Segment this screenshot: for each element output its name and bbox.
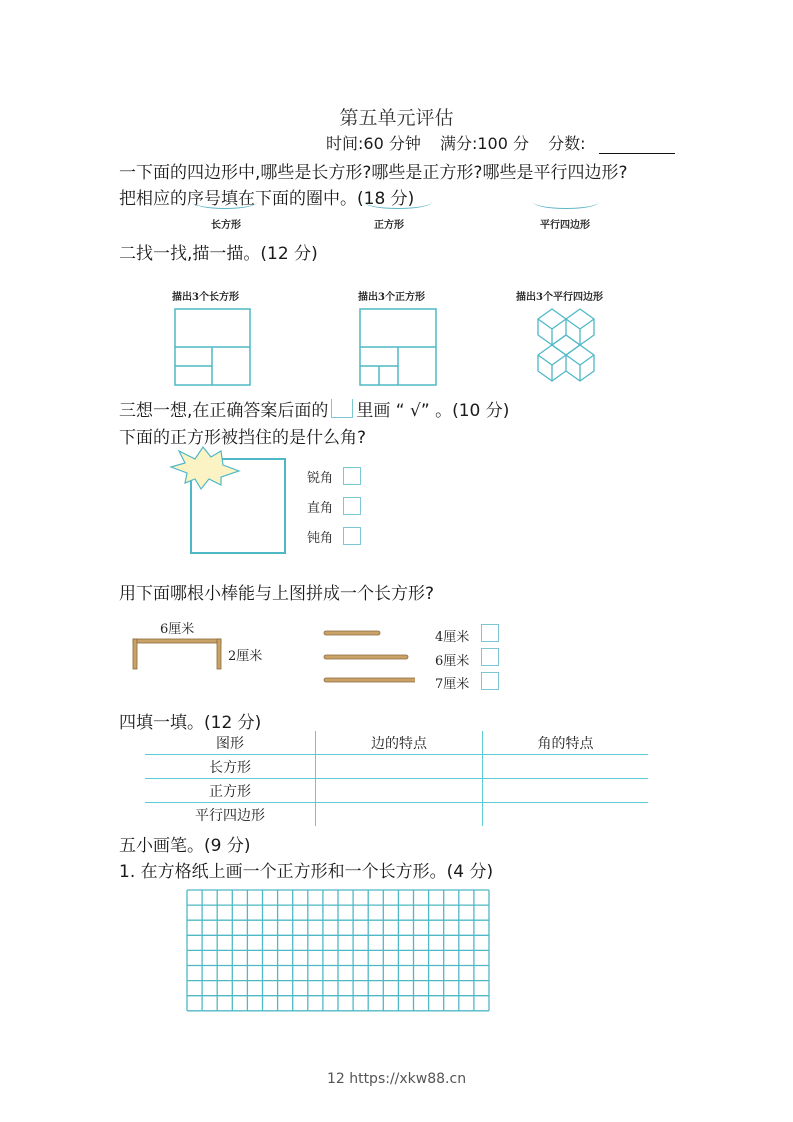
option-acute-checkbox[interactable]	[343, 467, 361, 485]
table-header-row	[145, 731, 648, 755]
section2-heading: 二找一找,描一描。(12 分)	[119, 244, 318, 264]
cell-sides[interactable]	[316, 803, 483, 827]
page-footer: 12 https://xkw88.cn	[326, 1071, 467, 1087]
time-limit: 时间:60 分钟	[326, 134, 421, 153]
stick-4cm-label: 4厘米	[435, 630, 470, 645]
circle-label-parallelogram: 平行四边形	[540, 220, 590, 231]
page-title: 第五单元评估	[339, 107, 454, 129]
cell-angles[interactable]	[483, 755, 649, 779]
option-obtuse-label: 钝角	[307, 531, 334, 546]
star-burst-icon	[171, 447, 239, 489]
figure-label-squares: 描出3个正方形	[358, 292, 425, 303]
header-shape: 图形	[216, 735, 244, 752]
section3-heading-before: 三想一想,在正确答案后面的	[119, 401, 329, 421]
circle-label-square: 正方形	[374, 220, 404, 231]
full-score: 满分:100 分	[439, 134, 529, 153]
figure-label-rectangles: 描出3个长方形	[172, 292, 239, 303]
stick-4cm-checkbox[interactable]	[481, 624, 499, 642]
section5-heading: 五小画笔。(9 分)	[119, 836, 251, 856]
option-obtuse-checkbox[interactable]	[343, 527, 361, 545]
stick-options	[320, 628, 415, 688]
row-shape: 平行四边形	[145, 803, 316, 827]
stick-7cm-checkbox[interactable]	[481, 672, 499, 690]
stick-6cm-label: 6厘米	[435, 654, 470, 669]
section5-q1: 1. 在方格纸上画一个正方形和一个长方形。(4 分)	[119, 862, 494, 882]
option-right-label: 直角	[307, 501, 334, 516]
frame-top-label: 6厘米	[160, 622, 195, 637]
section3-q1: 下面的正方形被挡住的是什么角?	[119, 428, 367, 448]
option-right-checkbox[interactable]	[343, 497, 361, 515]
rectangles-figure[interactable]	[170, 305, 260, 390]
circle-parallelogram[interactable]	[533, 202, 599, 209]
header-sides: 边的特点	[316, 731, 483, 755]
frame-side-label: 2厘米	[228, 649, 263, 664]
answer-box-example	[331, 399, 353, 418]
table-row	[145, 755, 648, 779]
score-label: 分数:	[548, 134, 586, 153]
properties-table	[145, 731, 648, 826]
row-shape: 正方形	[145, 779, 316, 803]
option-acute-label: 锐角	[307, 471, 334, 486]
circle-label-rectangle: 长方形	[211, 220, 241, 231]
exam-meta	[326, 131, 675, 154]
cell-sides[interactable]	[316, 755, 483, 779]
stick-7cm-label: 7厘米	[435, 677, 470, 692]
square-grid-paper[interactable]	[186, 889, 491, 1013]
header-angles: 角的特点	[483, 731, 649, 755]
section4-heading: 四填一填。(12 分)	[119, 713, 262, 733]
cell-sides[interactable]	[316, 779, 483, 803]
section3-heading	[119, 396, 509, 421]
squares-figure[interactable]	[355, 305, 445, 390]
score-blank[interactable]	[599, 137, 675, 154]
section1-line2: 把相应的序号填在下面的圈中。(18 分)	[119, 189, 415, 209]
hidden-corner-square	[165, 445, 295, 560]
stick-frame	[130, 636, 225, 672]
stick-6cm-checkbox[interactable]	[481, 648, 499, 666]
table-row	[145, 803, 648, 827]
figure-label-parallelograms: 描出3个平行四边形	[516, 292, 603, 303]
cell-angles[interactable]	[483, 803, 649, 827]
parallelograms-figure[interactable]	[530, 305, 610, 390]
section1-line1: 一下面的四边形中,哪些是长方形?哪些是正方形?哪些是平行四边形?	[119, 163, 628, 183]
table-row	[145, 779, 648, 803]
cell-angles[interactable]	[483, 779, 649, 803]
row-shape: 长方形	[145, 755, 316, 779]
section3-q2: 用下面哪根小棒能与上图拼成一个长方形?	[119, 584, 435, 604]
section3-heading-after: 里画 “ √” 。(10 分)	[356, 401, 510, 421]
